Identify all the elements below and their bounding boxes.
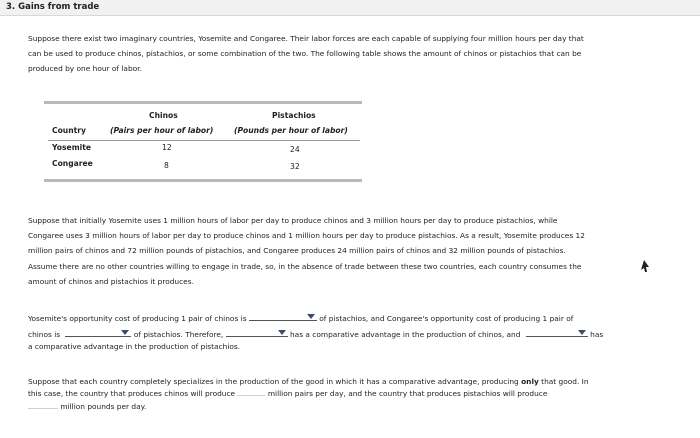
- opportunity-text: of pistachios. Therefore,: [133, 330, 224, 339]
- row-chinos: 8: [164, 161, 169, 170]
- opportunity-line-1: [28, 311, 573, 323]
- opportunity-text: chinos is: [28, 330, 61, 339]
- scenario-line: Congaree uses 3 million hours of labor per day to produce chinos and 1 million hours per day to produce pistachios. As a result, Yosemite produces 12: [28, 231, 585, 241]
- header-pistachios-unit: (Pounds per hour of labor): [234, 126, 348, 135]
- specialize-text: this case, the country that produces chinos will produce: [28, 389, 236, 399]
- scenario-paragraph: [28, 213, 653, 289]
- header-chinos: Chinos: [149, 111, 178, 120]
- chinos-quantity-input[interactable]: [237, 386, 265, 396]
- opportunity-text: has a comparative advantage in the production of chinos, and: [290, 330, 521, 339]
- header-divider: [48, 140, 360, 141]
- scenario-line: Suppose that initially Yosemite uses 1 million hours of labor per day to produce chinos and 3 million hours per day to produce pistachios, while: [28, 216, 558, 225]
- opportunity-line-3: [28, 342, 240, 351]
- row-pistachios: 32: [290, 162, 300, 171]
- mouse-pointer-icon: [638, 259, 650, 273]
- header-chinos-unit: (Pairs per hour of labor): [110, 126, 214, 135]
- intro-line: produced by one hour of labor.: [28, 64, 142, 74]
- scenario-line: amount of chinos and pistachios it produces.: [28, 276, 194, 286]
- opportunity-text: a comparative advantage in the production of pistachios.: [28, 342, 241, 351]
- specialize-text: million pairs per day, and the country that produces pistachios will produce: [267, 389, 548, 399]
- congaree-cost-dropdown[interactable]: [65, 327, 131, 337]
- opportunity-line-2: [28, 327, 603, 339]
- specialize-text: Suppose that each country completely specializes in the production of the good in which it has a comparative advantage, producing: [28, 377, 519, 386]
- chinos-advantage-dropdown[interactable]: [226, 327, 288, 337]
- specialize-text: million pounds per day.: [60, 402, 147, 412]
- opportunity-text: of pistachios, and Congaree's opportunity cost of producing 1 pair of: [319, 314, 574, 323]
- row-country: Congaree: [52, 159, 93, 168]
- intro-paragraph: [28, 31, 648, 77]
- scenario-line: million pairs of chinos and 72 million pounds of pistachios, and Congaree produces 24 million pairs of chinos and 32 million pounds of pistachios.: [28, 246, 566, 256]
- header-pistachios: Pistachios: [272, 111, 316, 120]
- header-country: Country: [52, 126, 86, 135]
- caret-down-icon: [121, 330, 129, 335]
- pistachios-quantity-input[interactable]: [28, 399, 58, 409]
- specialize-line: [28, 399, 653, 414]
- scenario-line: Assume there are no other countries willing to engage in trade, so, in the absence of trade between these two countries, each country consumes the: [28, 261, 582, 271]
- table-bottom-rule: [44, 179, 362, 182]
- intro-line: Suppose there exist two imaginary countries, Yosemite and Congaree. Their labor forces are each capable of supplying four million hours per day that: [28, 34, 584, 43]
- caret-down-icon: [278, 330, 286, 335]
- row-pistachios: 24: [290, 145, 300, 154]
- pistachios-advantage-dropdown[interactable]: [526, 327, 588, 337]
- specialize-paragraph: [28, 374, 653, 415]
- caret-down-icon: [578, 330, 586, 335]
- table-top-rule: [44, 101, 362, 104]
- specialize-text: that good. In: [541, 377, 589, 386]
- specialize-emphasis: only: [521, 377, 539, 386]
- yosemite-cost-dropdown[interactable]: [249, 311, 317, 321]
- question-title: 3. Gains from trade: [0, 0, 700, 16]
- intro-line: can be used to produce chinos, pistachios, or some combination of the two. The following table shows the amount of chinos or pistachios that can be: [28, 49, 582, 59]
- caret-down-icon: [307, 314, 315, 319]
- opportunity-text: has: [590, 330, 604, 339]
- row-chinos: 12: [162, 143, 172, 152]
- opportunity-text: Yosemite's opportunity cost of producing 1 pair of chinos is: [28, 314, 247, 323]
- row-country: Yosemite: [52, 143, 91, 152]
